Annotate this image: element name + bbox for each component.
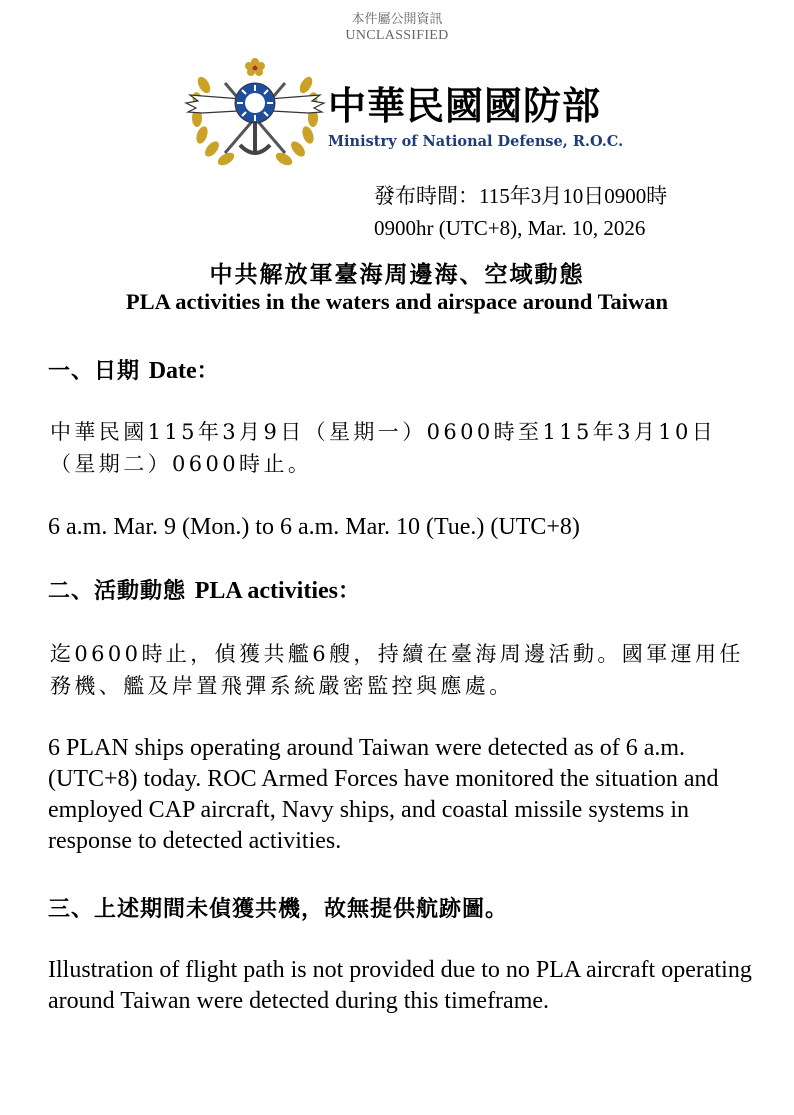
section-date-heading-zh: 一、日期: [48, 359, 141, 384]
section-activities-heading-en: PLA activities: [194, 578, 338, 604]
classification-en: UNCLASSIFIED: [345, 28, 449, 43]
section-activities-heading-zh: 二、活動動態: [48, 579, 187, 604]
mnd-emblem-icon: [180, 55, 330, 173]
ministry-name-en: Ministry of National Defense, R.O.C.: [328, 133, 624, 150]
release-time: [374, 180, 667, 244]
document-title-zh: 中共解放軍臺海周邊海、空域動態: [209, 262, 585, 288]
letterhead: [180, 55, 640, 175]
section-date-body-zh: 中華民國115年3月9日（星期一）0600時至115年3月10日（星期二）0600時止。: [50, 420, 717, 476]
ministry-name-zh: 中華民國國防部: [328, 84, 602, 128]
section-activities-heading: [48, 574, 361, 605]
section-activities-body-zh: 迄0600時止，偵獲共艦6艘，持續在臺海周邊活動。國軍運用任務機、艦及岸置飛彈系統嚴密監控與應處。: [50, 642, 744, 698]
section-date-heading-colon: ：: [196, 359, 220, 384]
release-time-zh: 發布時間：115年3月10日0900時: [374, 184, 668, 208]
section-date-heading-en: Date: [148, 358, 197, 384]
section-activities-heading-colon: ：: [338, 579, 362, 604]
document-title-en: PLA activities in the waters and airspace around Taiwan: [125, 289, 669, 314]
section-date-body-en: 6 a.m. Mar. 9 (Mon.) to 6 a.m. Mar. 10 (Tue.) (UTC+8): [48, 514, 580, 540]
section-date-heading: [48, 354, 220, 385]
section-flight-path-body-en: Illustration of flight path is not provided due to no PLA aircraft operating around Taiwan were detected during this timeframe.: [48, 957, 752, 1014]
section-flight-path-heading: 三、上述期間未偵獲共機，故無提供航跡圖。: [48, 897, 509, 922]
classification-zh: 本件屬公開資訊: [351, 11, 443, 26]
section-activities-body-en: 6 PLAN ships operating around Taiwan were detected as of 6 a.m. (UTC+8) today. ROC Armed Forces have monitored the situation and employed CAP aircraft, Navy ships, and coastal missile systems in response to detected activities.: [48, 735, 719, 854]
release-time-en: 0900hr (UTC+8), Mar. 10, 2026: [374, 216, 646, 240]
